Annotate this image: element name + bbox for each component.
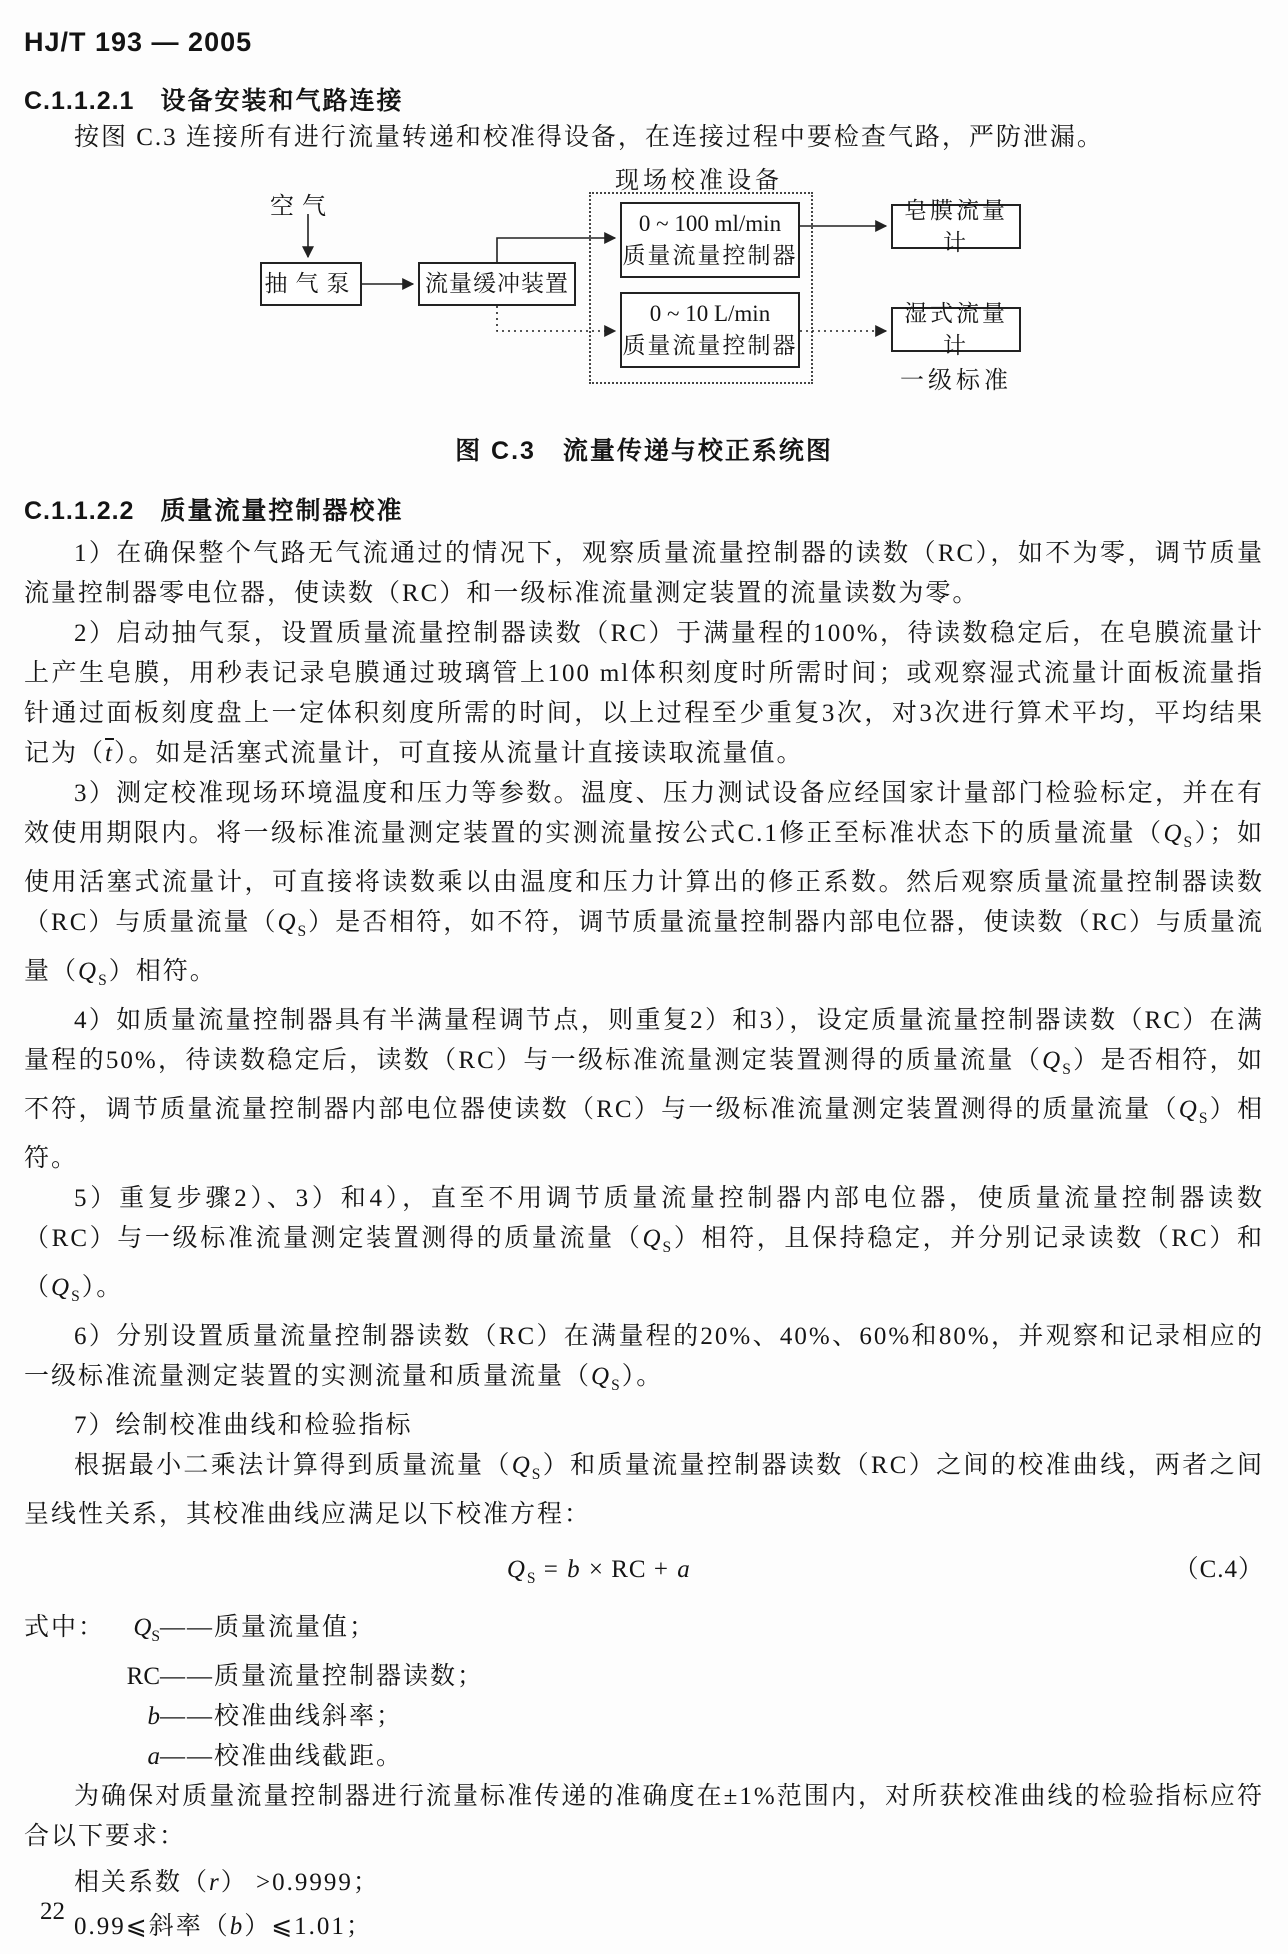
equation-c4-label: （C.4） <box>1173 1556 1264 1583</box>
mfc-100ml-range: 0 ~ 100 ml/min <box>638 211 782 236</box>
figure-caption: 图 C.3 流量传递与校正系统图 <box>455 437 833 465</box>
mfc-10l-range: 0 ~ 10 L/min <box>649 301 771 326</box>
step-3-paragraph: 3）测定校准现场环境温度和压力等参数。温度、压力测试设备应经国家计量部门检验标定，并在有效使用期限内。将一级标准流量测定装置的实测流量按公式C.1修正至标准状态下的质量流量$(Q_S)$；如使用活塞式流量计，可直接将读数乘以由温度和压力计算出的修正系数。然后观察质量流量控制器读数（RC）与质量流量$(Q_S)$是否相符，如不符，调节质量流量控制器内部电位器，使读数（RC）与质量流量$(Q_S)$相符。 <box>24 780 1264 989</box>
page-number: 22 <box>40 1898 65 1925</box>
slope-requirement: 0.99⩽斜率（b）⩽1.01； <box>74 1913 373 1940</box>
section-number: C.1.1.2.2 <box>24 497 135 525</box>
definition-b: ——校准曲线斜率； <box>160 1703 404 1730</box>
step-1-paragraph: 1）在确保整个气路无气流通过的情况下，观察质量流量控制器的读数（RC），如不为零，调节质量流量控制器零电位器，使读数（RC）和一级标准流量测定装置的流量读数为零。 <box>24 540 1264 607</box>
step-5-paragraph: 5）重复步骤2）、3）和4），直至不用调节质量流量控制器内部电位器，使质量流量控制器读数（RC）与一级标准流量测定装置测得的质量流量$(Q_S)$相符，且保持稳定，并分别记录读数（RC）和$(Q_S)$。 <box>24 1185 1264 1305</box>
symbol-b: b <box>147 1703 160 1730</box>
standard-number: HJ/T 193 — 2005 <box>24 27 253 57</box>
where-prefix: 式中： <box>24 1614 106 1641</box>
pump-box: 抽气泵 <box>260 262 362 306</box>
section-heading-c1-1-2-1 <box>24 84 1264 118</box>
equation-c4: $Q_S = b$ × RC + a <box>506 1556 691 1587</box>
step-4-paragraph: 4）如质量流量控制器具有半满量程调节点，则重复2）和3），设定质量流量控制器读数（RC）在满量程的50%，待读数稳定后，读数（RC）与一级标准流量测定装置测得的质量流量$(Q_S)$是否相符，如不符，调节质量流量控制器内部电位器使读数（RC）与一级标准流量测定装置测得的质量流量$(Q_S)$相符。 <box>24 1007 1264 1172</box>
requirement-lines <box>24 1861 1264 1949</box>
air-label: 空气 <box>270 194 334 220</box>
correlation-requirement: 相关系数（r） >0.9999； <box>74 1869 380 1896</box>
symbol-a: a <box>147 1743 160 1770</box>
section-number: C.1.1.2.1 <box>24 87 135 115</box>
step-2-paragraph: 2）启动抽气泵，设置质量流量控制器读数（RC）于满量程的100%，待读数稳定后，在皂膜流量计上产生皂膜，用秒表记录皂膜通过玻璃管上100 ml体积刻度时所需时间；或观察湿式流量计面板流量指针通过面板刻度盘上一定体积刻度所需的时间，以上过程至少重复3次，对3次进行算术平均，平均结果记为$(\overline{t})$。如是活塞式流量计，可直接从流量计直接读取流量值。 <box>24 620 1264 767</box>
definition-a: ——校准曲线截距。 <box>160 1743 404 1770</box>
mfc-100ml-name: 质量流量控制器 <box>622 243 798 268</box>
symbol-qs: $Q_S$ <box>133 1614 160 1645</box>
equation-c4-row <box>24 1549 1264 1600</box>
where-row-rc <box>24 1657 1264 1697</box>
where-row-a <box>24 1737 1264 1777</box>
onsite-calibration-label: 现场校准设备 <box>615 168 783 194</box>
variable-definitions <box>24 1608 1264 1777</box>
mfc-100ml-box <box>620 202 800 278</box>
where-row-b <box>24 1697 1264 1737</box>
definition-qs: ——质量流量值； <box>160 1614 377 1641</box>
accuracy-paragraph: 为确保对质量流量控制器进行流量标准传递的准确度在±1%范围内，对所获校准曲线的检验指标应符合以下要求： <box>24 1783 1264 1850</box>
section-title: 设备安装和气路连接 <box>160 87 404 115</box>
soap-film-meter-box: 皂膜流量计 <box>891 204 1021 249</box>
section-title: 质量流量控制器校准 <box>160 497 404 525</box>
step-6-paragraph: 6）分别设置质量流量控制器读数（RC）在满量程的20%、40%、60%和80%，并观察和记录相应的一级标准流量测定装置的实测流量和质量流量$(Q_S)$。 <box>24 1323 1264 1394</box>
mfc-10l-box <box>620 292 800 368</box>
definition-rc: ——质量流量控制器读数； <box>160 1663 485 1690</box>
symbol-rc: RC <box>126 1663 160 1690</box>
flow-transfer-diagram <box>24 164 1264 410</box>
where-row-qs <box>24 1608 1264 1657</box>
wet-meter-box: 湿式流量计 <box>891 307 1021 352</box>
intro-paragraph: 按图 C.3 连接所有进行流量转递和校准得设备，在连接过程中要检查气路，严防泄漏。 <box>74 124 1104 151</box>
section-heading-c1-1-2-2 <box>24 494 1264 528</box>
procedure-paragraphs <box>24 534 1264 1535</box>
mfc-10l-name: 质量流量控制器 <box>622 333 798 358</box>
step-7-paragraph: 根据最小二乘法计算得到质量流量$(Q_S)$和质量流量控制器读数（RC）之间的校准曲线，两者之间呈线性关系，其校准曲线应满足以下校准方程： <box>24 1452 1264 1528</box>
flow-buffer-box: 流量缓冲装置 <box>418 262 576 306</box>
step-7-heading: 7）绘制校准曲线和检验指标 <box>74 1412 413 1439</box>
primary-standard-label: 一级标准 <box>900 368 1012 394</box>
